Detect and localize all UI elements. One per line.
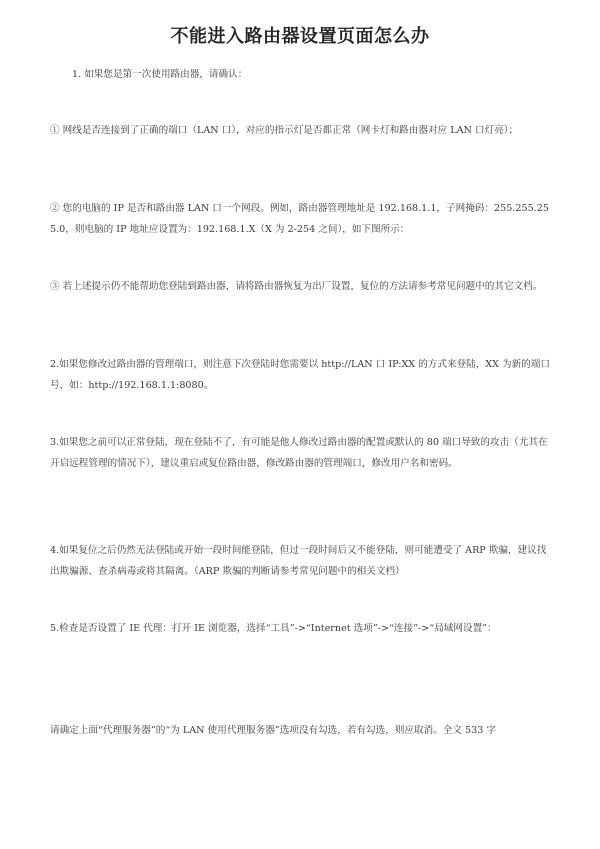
paragraph-step-1: 1. 如果您是第一次使用路由器，请确认： <box>72 69 248 80</box>
paragraph-step-5-proxy: 5.检查是否设置了 IE 代理：打开 IE 浏览器，选择“工具”->“Internet 选项”->“连接”->“局域网设置”： <box>50 623 497 634</box>
page-title: 不能进入路由器设置页面怎么办 <box>170 26 430 47</box>
paragraph-step-2-port: 2.如果您修改过路由器的管理端口，则注意下次登陆时您需要以 http://LAN 口 IP:XX 的方式来登陆，XX 为新的端口号，如：http://192.168.1.1:8080。 <box>50 359 551 391</box>
paragraph-proxy-confirm: 请确定上面“代理服务器”的“为 LAN 使用代理服务器”选项没有勾选，若有勾选，则应取消。全文 533 字 <box>50 725 496 736</box>
paragraph-step-3-attack: 3.如果您之前可以正常登陆，现在登陆不了，有可能是他人修改过路由器的配置或默认的 80 端口导致的攻击（尤其在开启远程管理的情况下），建议重启或复位路由器，修改路由器的管理端口，修改用户名和密码。 <box>50 437 548 469</box>
paragraph-check-ip: ② 您的电脑的 IP 是否和路由器 LAN 口一个网段。例如，路由器管理地址是 192.168.1.1，子网掩码：255.255.255.0，则电脑的 IP 地址应设置为：192.168.1.X（X 为 2-254 之间），如下图所示： <box>50 203 549 235</box>
paragraph-check-cable: ① 网线是否连接到了正确的端口（LAN 口），对应的指示灯是否都正常（网卡灯和路由器对应 LAN 口灯亮）； <box>50 125 519 136</box>
paragraph-step-4-arp: 4.如果复位之后仍然无法登陆或开始一段时间能登陆，但过一段时间后又不能登陆，则可能遭受了 ARP 欺骗，建议找出欺骗源、查杀病毒或将其隔离。（ARP 欺骗的判断请参考常见问题中的相关文档） <box>50 545 547 577</box>
paragraph-factory-reset: ③ 若上述提示仍不能帮助您登陆到路由器，请将路由器恢复为出厂设置，复位的方法请参考常见问题中的其它文档。 <box>50 281 543 292</box>
